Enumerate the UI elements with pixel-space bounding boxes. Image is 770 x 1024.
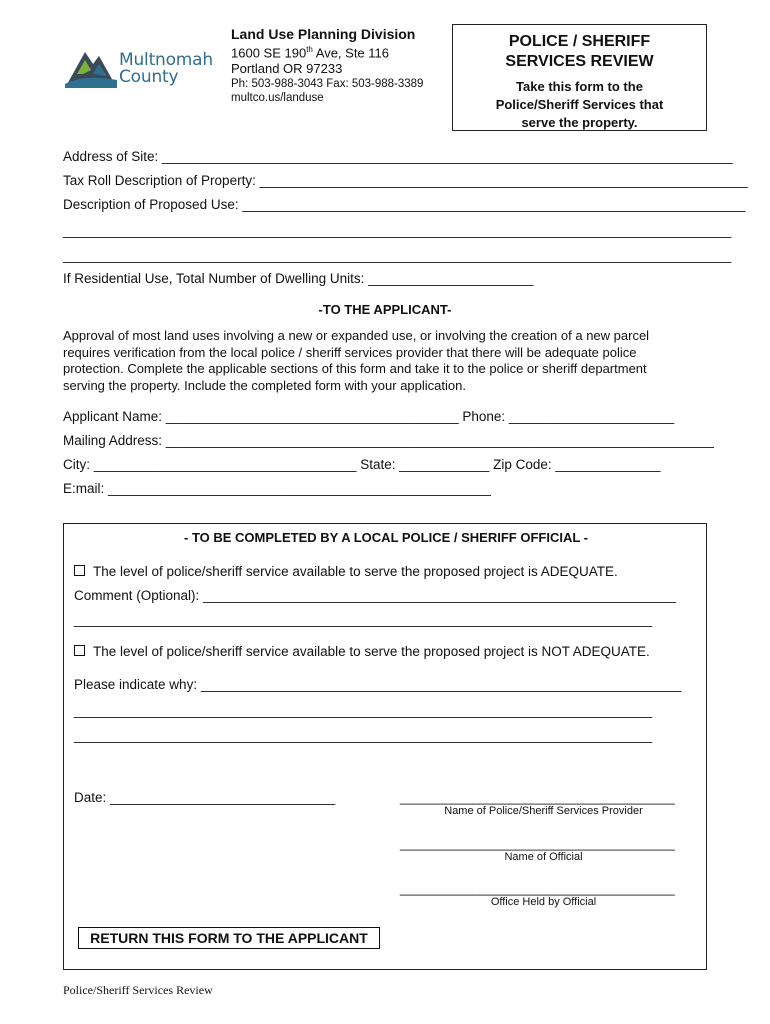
department-web: multco.us/landuse [231, 92, 324, 105]
adequate-label: The level of police/sheriff service available to serve the proposed project is ADEQUATE. [93, 564, 618, 579]
comment-continuation[interactable]: _____________________________________________________________________________ [74, 612, 653, 627]
department-info [231, 26, 423, 105]
form-title-box [452, 24, 707, 131]
provider-caption: Name of Police/Sheriff Services Provider [444, 805, 643, 817]
mailing-address-field[interactable]: Mailing Address: _________________________________________________________________________ [63, 433, 714, 448]
form-instruction-line2: Police/Sheriff Services that [495, 97, 664, 112]
official-heading: - TO BE COMPLETED BY A LOCAL POLICE / SHERIFF OFFICIAL - [184, 530, 588, 545]
provider-signature-block [400, 790, 687, 817]
form-instruction-line3: serve the property. [521, 115, 638, 130]
official-name-block [400, 836, 687, 863]
why-continuation-1[interactable]: _____________________________________________________________________________ [74, 703, 653, 718]
address-suite: Ave, Ste 116 [312, 45, 389, 61]
department-phone: Ph: 503-988-3043 Fax: 503-988-3389 [231, 78, 424, 91]
office-held-line[interactable]: ______________________________________ [400, 881, 675, 896]
email-field[interactable]: E:mail: ___________________________________________________ [63, 481, 491, 496]
official-caption: Name of Official [504, 851, 583, 863]
applicant-heading: -TO THE APPLICANT- [318, 302, 452, 317]
indicate-why-field[interactable]: Please indicate why: ________________________________________________________________ [74, 677, 682, 692]
not-adequate-checkbox[interactable] [74, 645, 85, 656]
address-street: 1600 SE 190 [231, 45, 307, 61]
official-section-box [63, 523, 707, 970]
county-logo [63, 44, 223, 94]
applicant-name-phone-field[interactable]: Applicant Name: _______________________________________ Phone: ______________________ [63, 409, 675, 424]
proposed-use-field[interactable]: Description of Proposed Use: ___________________________________________________________________ [63, 197, 746, 212]
tax-roll-field[interactable]: Tax Roll Description of Property: _________________________________________________________________ [63, 173, 748, 188]
address-of-site-field[interactable]: Address of Site: ____________________________________________________________________________ [63, 149, 733, 164]
proposed-use-continuation-1[interactable]: _________________________________________________________________________________________ [63, 223, 732, 238]
proposed-use-continuation-2[interactable]: _________________________________________________________________________________________ [63, 248, 732, 263]
logo-text-line2: County [119, 67, 179, 87]
instruction-line: protection. Complete the applicable sections of this form and take it to the police or sheriff department [63, 361, 647, 376]
instruction-line: requires verification from the local police / sheriff services provider that there will be adequate police [63, 344, 637, 360]
provider-name-line[interactable]: ______________________________________ [400, 790, 675, 805]
adequate-option[interactable] [74, 564, 618, 579]
return-form-label: RETURN THIS FORM TO THE APPLICANT [78, 927, 380, 949]
office-caption: Office Held by Official [490, 896, 597, 908]
not-adequate-option[interactable] [74, 644, 650, 659]
address-suffix: th [306, 45, 313, 54]
department-address [231, 42, 423, 61]
department-city: Portland OR 97233 [231, 61, 343, 77]
date-field[interactable]: Date: ______________________________ [74, 790, 336, 805]
form-instruction-line1: Take this form to the [516, 79, 643, 94]
comment-field[interactable]: Comment (Optional): _______________________________________________________________ [74, 588, 677, 603]
applicant-instructions [63, 328, 713, 394]
form-title-line2: SERVICES REVIEW [505, 53, 654, 70]
not-adequate-label: The level of police/sheriff service available to serve the proposed project is NOT ADEQUATE. [93, 644, 650, 659]
instruction-line: serving the property. Include the completed form with your application. [63, 377, 466, 393]
adequate-checkbox[interactable] [74, 565, 85, 576]
city-state-zip-field[interactable]: City: ___________________________________ State: ____________ Zip Code: ______________ [63, 457, 661, 472]
department-title: Land Use Planning Division [231, 26, 416, 42]
why-continuation-2[interactable]: _____________________________________________________________________________ [74, 728, 653, 743]
form-title-line1: POLICE / SHERIFF [508, 33, 651, 50]
logo-text-line1: Multnomah [119, 50, 213, 70]
mountain-logo-icon [63, 44, 119, 90]
office-held-block [400, 881, 687, 908]
official-name-line[interactable]: ______________________________________ [400, 836, 675, 851]
instruction-line: Approval of most land uses involving a new or expanded use, or involving the creation of a new parcel [63, 328, 650, 343]
dwelling-units-field[interactable]: If Residential Use, Total Number of Dwelling Units: ______________________ [63, 271, 534, 286]
page-footer: Police/Sheriff Services Review [63, 983, 213, 997]
